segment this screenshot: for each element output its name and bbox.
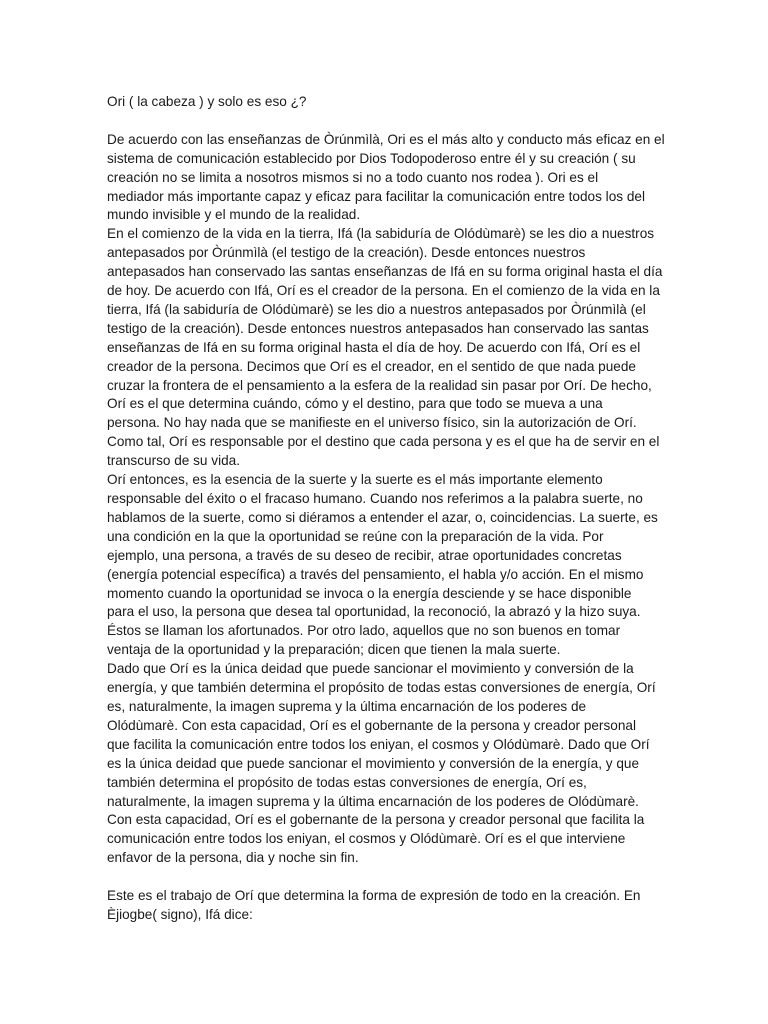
text-line: mediador más importante capaz y eficaz para facilitar la comunicación entre todos los del	[107, 188, 645, 204]
text-line: que facilita la comunicación entre todos los eniyan, el cosmos y Olódùmarè. Dado que Orí	[107, 736, 650, 752]
text-line: es la única deidad que puede sancionar el movimiento y conversión de la energía, y que	[107, 755, 640, 771]
paragraph-2	[107, 887, 692, 925]
paragraph-gap	[107, 112, 692, 131]
text-line: Este es el trabajo de Orí que determina la forma de expresión de todo en la creación. En	[107, 888, 641, 904]
text-line: Como tal, Orí es responsable por el destino que cada persona y es el que ha de servir en el	[107, 434, 660, 450]
paragraph-1	[107, 131, 692, 868]
text-line: ejemplo, una persona, a través de su deseo de recibir, atrae oportunidades concretas	[107, 547, 622, 563]
text-line: antepasados por Òrúnmìlà (el testigo de la creación). Desde entonces nuestros	[107, 245, 586, 261]
text-line: energía, y que también determina el propósito de todas estas conversiones de energía, Orí	[107, 680, 656, 696]
text-line: (energía potencial específica) a través del pensamiento, el habla y/o acción. En el mismo	[107, 566, 644, 582]
text-line: momento cuando la oportunidad se invoca o la energía desciende y se hace disponible	[107, 585, 632, 601]
text-line: Éstos se llaman los afortunados. Por otro lado, aquellos que no son buenos en tomar	[107, 623, 621, 639]
text-line: mundo invisible y el mundo de la realidad.	[107, 207, 361, 223]
text-line: para el uso, la persona que desea tal oportunidad, la reconoció, la abrazó y la hizo suya.	[107, 604, 641, 620]
text-line: Dado que Orí es la única deidad que puede sancionar el movimiento y conversión de la	[107, 661, 634, 677]
text-line: cruzar la frontera de el pensamiento a la esfera de la realidad sin pasar por Orí. De hecho,	[107, 377, 652, 393]
document-page	[107, 93, 692, 925]
text-line: Con esta capacidad, Orí es el gobernante de la persona y creador personal que facilita la	[107, 812, 645, 828]
text-line: Orí entonces, es la esencia de la suerte y la suerte es el más importante elemento	[107, 472, 603, 488]
text-line: creación no se limita a nosotros mismos si no a todo cuanto nos rodea ). Ori es el	[107, 169, 599, 185]
text-line: persona. No hay nada que se manifieste en el universo físico, sin la autorización de Orí.	[107, 415, 637, 431]
text-line: Olódùmarè. Con esta capacidad, Orí es el gobernante de la persona y creador personal	[107, 717, 636, 733]
text-line: enseñanzas de Ifá en su forma original hasta el día de hoy. De acuerdo con Ifá, Orí es el	[107, 339, 641, 355]
text-line: responsable del éxito o el fracaso humano. Cuando nos referimos a la palabra suerte, no	[107, 491, 643, 507]
text-line: enfavor de la persona, dia y noche sin fin.	[107, 850, 359, 866]
text-line: creador de la persona. Decimos que Orí es el creador, en el sentido de que nada puede	[107, 358, 636, 374]
text-line: hablamos de la suerte, como si diéramos a entender el azar, o, coincidencias. La suerte, es	[107, 509, 658, 525]
text-line: también determina el propósito de todas estas conversiones de energía, Orí es,	[107, 774, 587, 790]
text-line: Èjiogbe( signo), Ifá dice:	[107, 906, 253, 922]
text-line: antepasados han conservado las santas enseñanzas de Ifá en su forma original hasta el día	[107, 264, 663, 280]
text-line: testigo de la creación). Desde entonces nuestros antepasados han conservado las santas	[107, 320, 649, 336]
text-line: comunicación entre todos los eniyan, el cosmos y Olódùmarè. Orí es el que interviene	[107, 831, 626, 847]
text-line: sistema de comunicación establecido por Dios Todopoderoso entre él y su creación ( su	[107, 150, 636, 166]
text-line: Orí es el que determina cuándo, cómo y el destino, para que todo se mueva a una	[107, 396, 603, 412]
text-line: de hoy. De acuerdo con Ifá, Orí es el creador de la persona. En el comienzo de la vida en la	[107, 283, 660, 299]
text-line: transcurso de su vida.	[107, 453, 240, 469]
text-line: ventaja de la oportunidad y la preparación; dicen que tienen la mala suerte.	[107, 642, 561, 658]
text-line: tierra, Ifá (la sabiduría de Olódùmarè) se les dio a nuestros antepasados por Òrúnmìlà (el	[107, 301, 646, 317]
text-line: una condición en la que la oportunidad se reúne con la preparación de la vida. Por	[107, 528, 604, 544]
document-title: Ori ( la cabeza ) y solo es eso ¿?	[107, 94, 307, 109]
paragraph-gap	[107, 868, 692, 887]
text-line: En el comienzo de la vida en la tierra, Ifá (la sabiduría de Olódùmarè) se les dio a nuestros	[107, 226, 655, 242]
text-line: De acuerdo con las enseñanzas de Òrúnmìlà, Ori es el más alto y conducto más eficaz en el	[107, 131, 665, 147]
text-line: naturalmente, la imagen suprema y la última encarnación de los poderes de Olódùmarè.	[107, 793, 639, 809]
text-line: es, naturalmente, la imagen suprema y la última encarnación de los poderes de	[107, 698, 587, 714]
